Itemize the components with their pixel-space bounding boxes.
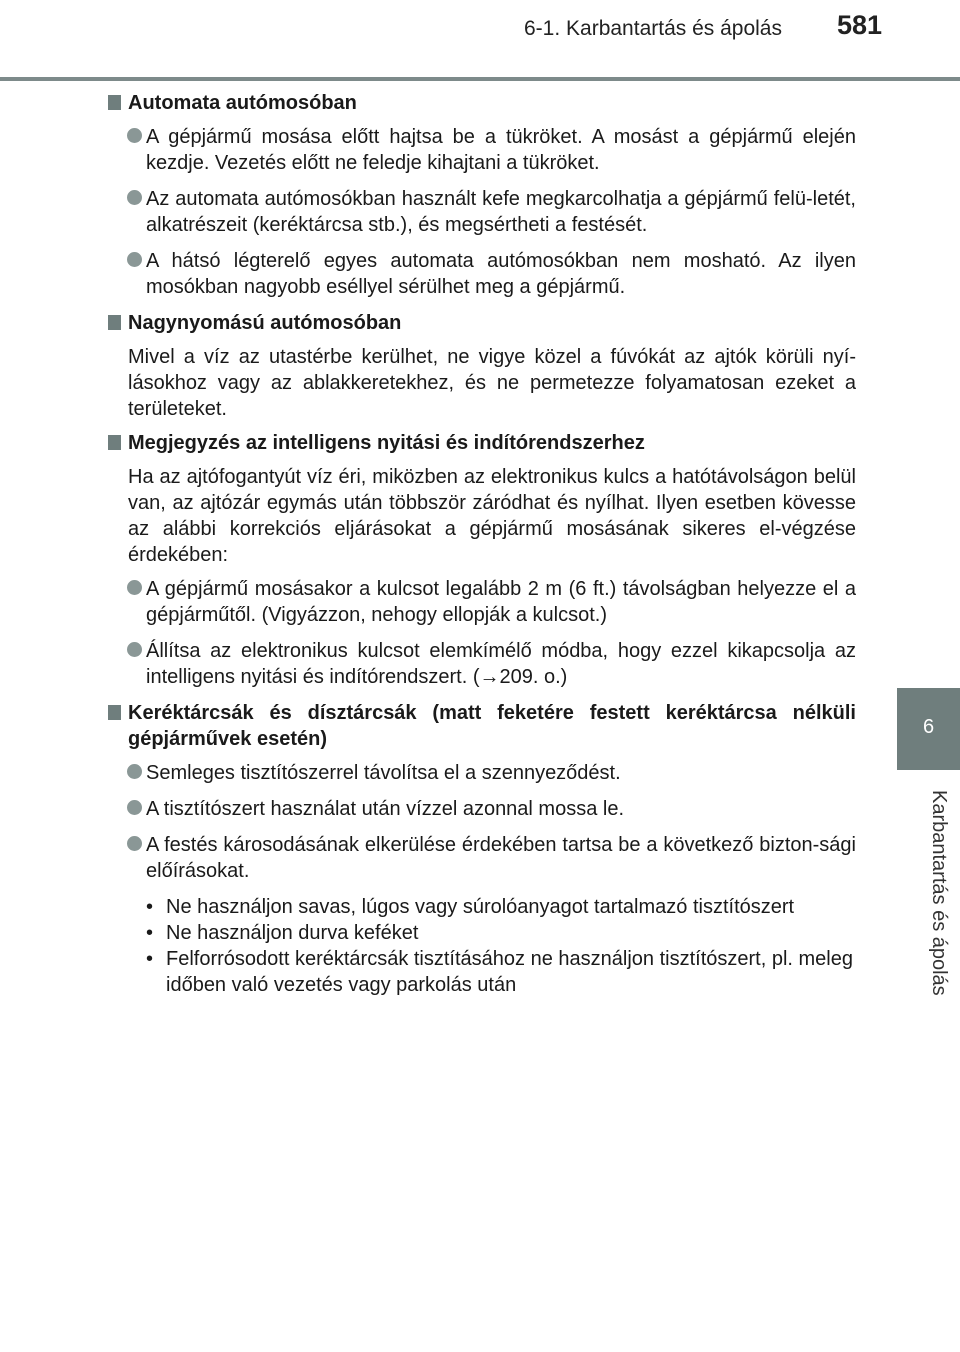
- chapter-tab: [897, 688, 960, 770]
- page-content: [108, 90, 856, 998]
- dot-bullet-icon: •: [146, 948, 154, 970]
- square-bullet-icon: [108, 315, 121, 330]
- section-heading: [108, 90, 856, 116]
- sub-list-item: [108, 946, 856, 998]
- section-heading-text: Automata autómosóban: [128, 92, 357, 114]
- chapter-title: 6-1. Karbantartás és ápolás: [524, 17, 782, 40]
- list-item: [108, 796, 856, 822]
- section-heading-text: Megjegyzés az intelligens nyitási és indítórendszerhez: [128, 432, 645, 454]
- list-item-text: A festés károsodásának elkerülése érdekében tartsa be a következő bizton-sági előírásokat.: [146, 834, 856, 882]
- circle-bullet-icon: [127, 764, 142, 779]
- header-rule: [0, 77, 960, 81]
- list-item: [108, 124, 856, 176]
- chapter-tab-number: 6: [922, 716, 935, 738]
- circle-bullet-icon: [127, 642, 142, 657]
- dot-bullet-icon: •: [146, 896, 154, 918]
- circle-bullet-icon: [127, 190, 142, 205]
- circle-bullet-icon: [127, 580, 142, 595]
- sub-list-item-text: Ne használjon savas, lúgos vagy súrolóanyagot tartalmazó tisztítószert: [166, 896, 795, 918]
- sub-list-item: [108, 894, 856, 920]
- section-heading: [108, 430, 856, 456]
- paragraph: Mivel a víz az utastérbe kerülhet, ne vigye közel a fúvókát az ajtók körüli nyí-lásokhoz vagy az ablakkeretekhez, és ne permetezze folyamatosan ezeket a területeket.: [128, 346, 856, 420]
- list-item-text: A gépjármű mosása előtt hajtsa be a tükröket. A mosást a gépjármű elején kezdje. Vezetés előtt ne feledje kihajtani a tükröket.: [146, 126, 856, 174]
- list-item: [108, 248, 856, 300]
- list-item-text: A tisztítószert használat után vízzel azonnal mossa le.: [146, 798, 625, 820]
- sub-list-item-text: Ne használjon durva keféket: [166, 922, 419, 944]
- square-bullet-icon: [108, 435, 121, 450]
- list-item-text: Semleges tisztítószerrel távolítsa el a szennyeződést.: [146, 762, 621, 784]
- list-item-text: Állítsa az elektronikus kulcsot elemkímélő módba, hogy ezzel kikapcsolja az intelligens nyitási és indítórendszert. (→209. o.): [146, 640, 856, 688]
- circle-bullet-icon: [127, 252, 142, 267]
- list-item-text: Az automata autómosókban használt kefe megkarcolhatja a gépjármű felü-letét, alkatrészeit (keréktárcsa stb.), és megsértheti a festését.: [146, 188, 856, 236]
- sub-list-item: [108, 920, 856, 946]
- list-item: [108, 186, 856, 238]
- square-bullet-icon: [108, 705, 121, 720]
- circle-bullet-icon: [127, 836, 142, 851]
- page-header: [0, 0, 960, 80]
- list-item: [108, 832, 856, 884]
- paragraph: Ha az ajtófogantyút víz éri, miközben az elektronikus kulcs a hatótávolságon belül van, az ajtózár egymás után többször záródhat és nyílhat. Ilyen esetben kövesse az alábbi korrekciós eljárásokat a gépjármű mosásának sikeres el-végzése érdekében:: [128, 466, 856, 566]
- list-item: [108, 576, 856, 628]
- page-number: 581: [836, 10, 882, 40]
- section-heading-text: Nagynyomású autómosóban: [128, 312, 402, 334]
- list-item-text: A hátsó légterelő egyes automata autómosókban nem mosható. Az ilyen mosókban nagyobb eséllyel sérülhet meg a gépjármű.: [146, 250, 856, 298]
- circle-bullet-icon: [127, 128, 142, 143]
- dot-bullet-icon: •: [146, 922, 154, 944]
- section-heading: [108, 700, 856, 752]
- square-bullet-icon: [108, 95, 121, 110]
- sub-list-item-text: Felforrósodott keréktárcsák tisztításához ne használjon tisztítószert, pl. meleg időben való vezetés vagy parkolás után: [166, 948, 853, 996]
- chapter-side-label: Karbantartás és ápolás: [928, 790, 950, 996]
- list-item: [108, 760, 856, 786]
- circle-bullet-icon: [127, 800, 142, 815]
- list-item-text: A gépjármű mosásakor a kulcsot legalább 2 m (6 ft.) távolságban helyezze el a gépjárműtől. (Vigyázzon, nehogy ellopják a kulcsot.): [146, 578, 856, 626]
- section-heading-text: Keréktárcsák és dísztárcsák (matt feketére festett keréktárcsa nélküli gépjárművek esetén): [128, 702, 856, 750]
- section-heading: [108, 310, 856, 336]
- list-item: [108, 638, 856, 690]
